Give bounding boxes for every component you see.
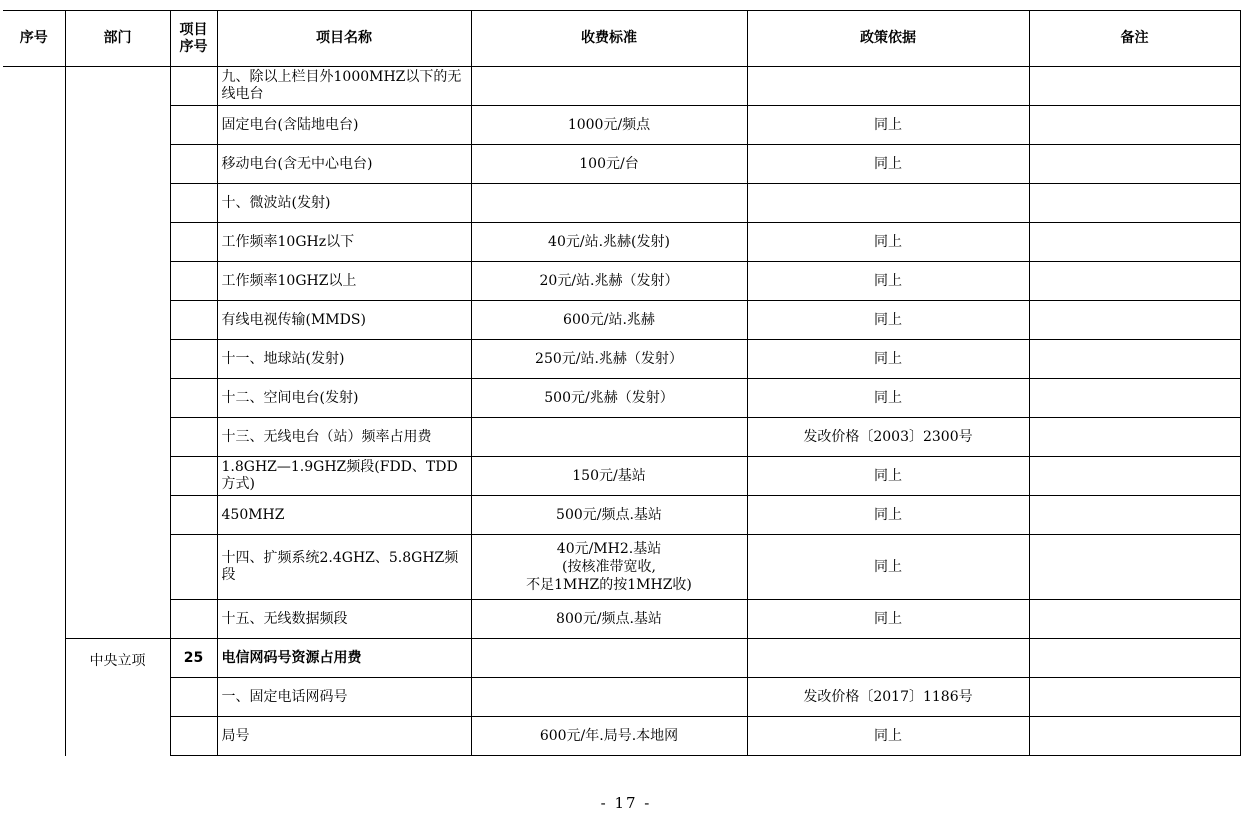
table-row bbox=[3, 639, 1240, 678]
header-policy: 政策依据 bbox=[747, 11, 1029, 67]
policy-cell bbox=[747, 67, 1029, 106]
item-name-cell: 十四、扩频系统2.4GHZ、5.8GHZ频段 bbox=[217, 535, 471, 600]
item-name-cell: 工作频率10GHZ以上 bbox=[217, 262, 471, 301]
header-name: 项目名称 bbox=[217, 11, 471, 67]
table-row bbox=[3, 379, 1240, 418]
table-row bbox=[3, 418, 1240, 457]
fee-cell: 600元/站.兆赫 bbox=[471, 301, 747, 340]
fee-cell bbox=[471, 678, 747, 717]
item-name-cell bbox=[217, 67, 471, 106]
fee-standard-table bbox=[3, 10, 1241, 756]
item-name-line1: 九、除以上栏目外1000MHZ以下的无 bbox=[221, 69, 462, 85]
table-row bbox=[3, 496, 1240, 535]
item-no-cell bbox=[170, 496, 217, 535]
header-note: 备注 bbox=[1029, 11, 1240, 67]
header-item-no-line1: 项目 bbox=[179, 21, 208, 38]
fee-line1: 40元/MH2.基站 bbox=[556, 541, 662, 557]
table-row bbox=[3, 106, 1240, 145]
table-row bbox=[3, 600, 1240, 639]
item-name-line2: 线电台 bbox=[221, 86, 264, 102]
item-name-cell: 十二、空间电台(发射) bbox=[217, 379, 471, 418]
note-cell bbox=[1029, 457, 1240, 496]
note-cell bbox=[1029, 717, 1240, 756]
item-name-cell: 移动电台(含无中心电台) bbox=[217, 145, 471, 184]
note-cell bbox=[1029, 145, 1240, 184]
table-row bbox=[3, 457, 1240, 496]
fee-cell: 100元/台 bbox=[471, 145, 747, 184]
note-cell bbox=[1029, 262, 1240, 301]
item-name-cell: 十五、无线数据频段 bbox=[217, 600, 471, 639]
header-item-no-line2: 序号 bbox=[179, 38, 208, 55]
note-cell bbox=[1029, 223, 1240, 262]
policy-cell bbox=[747, 639, 1029, 678]
fee-line3: 不足1MHZ的按1MHZ收) bbox=[526, 577, 692, 593]
item-name-cell: 1.8GHZ—1.9GHZ频段(FDD、TDD方式) bbox=[217, 457, 471, 496]
policy-cell: 同上 bbox=[747, 106, 1029, 145]
policy-cell: 同上 bbox=[747, 262, 1029, 301]
dept-cell bbox=[65, 67, 170, 639]
item-name-cell: 十三、无线电台（站）频率占用费 bbox=[217, 418, 471, 457]
item-name-cell: 局号 bbox=[217, 717, 471, 756]
item-no-cell bbox=[170, 418, 217, 457]
item-no-cell bbox=[170, 223, 217, 262]
fee-cell: 500元/兆赫（发射） bbox=[471, 379, 747, 418]
fee-cell: 1000元/频点 bbox=[471, 106, 747, 145]
policy-cell: 同上 bbox=[747, 379, 1029, 418]
table-row bbox=[3, 535, 1240, 600]
policy-cell: 同上 bbox=[747, 301, 1029, 340]
policy-cell: 发改价格〔2017〕1186号 bbox=[747, 678, 1029, 717]
item-no-cell: 25 bbox=[170, 639, 217, 678]
policy-cell: 同上 bbox=[747, 600, 1029, 639]
fee-cell: 150元/基站 bbox=[471, 457, 747, 496]
table-row bbox=[3, 678, 1240, 717]
item-no-cell bbox=[170, 379, 217, 418]
fee-line2: (按核准带宽收, bbox=[562, 559, 656, 575]
policy-cell bbox=[747, 184, 1029, 223]
note-cell bbox=[1029, 678, 1240, 717]
fee-cell: 20元/站.兆赫（发射） bbox=[471, 262, 747, 301]
policy-cell: 同上 bbox=[747, 496, 1029, 535]
item-name-cell: 有线电视传输(MMDS) bbox=[217, 301, 471, 340]
fee-cell bbox=[471, 418, 747, 457]
note-cell bbox=[1029, 496, 1240, 535]
item-name-cell: 十、微波站(发射) bbox=[217, 184, 471, 223]
fee-cell: 250元/站.兆赫（发射） bbox=[471, 340, 747, 379]
item-name-cell: 电信网码号资源占用费 bbox=[217, 639, 471, 678]
note-cell bbox=[1029, 67, 1240, 106]
table-row bbox=[3, 301, 1240, 340]
item-no-cell bbox=[170, 145, 217, 184]
fee-cell bbox=[471, 535, 747, 600]
item-name-cell: 一、固定电话网码号 bbox=[217, 678, 471, 717]
fee-cell: 600元/年.局号.本地网 bbox=[471, 717, 747, 756]
item-no-cell bbox=[170, 262, 217, 301]
table-row bbox=[3, 145, 1240, 184]
note-cell bbox=[1029, 418, 1240, 457]
item-no-cell bbox=[170, 678, 217, 717]
table-row bbox=[3, 262, 1240, 301]
fee-cell bbox=[471, 639, 747, 678]
item-name-cell: 450MHZ bbox=[217, 496, 471, 535]
item-name-cell: 工作频率10GHz以下 bbox=[217, 223, 471, 262]
policy-cell: 同上 bbox=[747, 223, 1029, 262]
item-no-cell bbox=[170, 340, 217, 379]
table-row bbox=[3, 67, 1240, 106]
note-cell bbox=[1029, 639, 1240, 678]
page-number: - 17 - bbox=[600, 794, 652, 812]
dept-cell: 中央立项 bbox=[65, 639, 170, 756]
item-no-cell bbox=[170, 67, 217, 106]
seq-cell bbox=[3, 67, 65, 756]
header-item-no bbox=[170, 11, 217, 67]
note-cell bbox=[1029, 600, 1240, 639]
item-no-cell bbox=[170, 184, 217, 223]
policy-cell: 同上 bbox=[747, 535, 1029, 600]
policy-cell: 同上 bbox=[747, 457, 1029, 496]
note-cell bbox=[1029, 535, 1240, 600]
note-cell bbox=[1029, 379, 1240, 418]
item-no-cell bbox=[170, 600, 217, 639]
fee-cell: 40元/站.兆赫(发射) bbox=[471, 223, 747, 262]
header-fee: 收费标准 bbox=[471, 11, 747, 67]
policy-cell: 同上 bbox=[747, 340, 1029, 379]
item-no-cell bbox=[170, 301, 217, 340]
policy-cell: 发改价格〔2003〕2300号 bbox=[747, 418, 1029, 457]
policy-cell: 同上 bbox=[747, 145, 1029, 184]
header-seq: 序号 bbox=[3, 11, 65, 67]
table-row bbox=[3, 717, 1240, 756]
item-name-cell: 十一、地球站(发射) bbox=[217, 340, 471, 379]
table-header-row bbox=[3, 11, 1240, 67]
table-row bbox=[3, 184, 1240, 223]
item-no-cell bbox=[170, 457, 217, 496]
fee-cell bbox=[471, 184, 747, 223]
note-cell bbox=[1029, 106, 1240, 145]
table-row bbox=[3, 223, 1240, 262]
note-cell bbox=[1029, 184, 1240, 223]
header-dept: 部门 bbox=[65, 11, 170, 67]
note-cell bbox=[1029, 301, 1240, 340]
table-row bbox=[3, 340, 1240, 379]
fee-cell: 500元/频点.基站 bbox=[471, 496, 747, 535]
policy-cell: 同上 bbox=[747, 717, 1029, 756]
item-no-cell bbox=[170, 106, 217, 145]
note-cell bbox=[1029, 340, 1240, 379]
fee-cell: 800元/频点.基站 bbox=[471, 600, 747, 639]
item-no-cell bbox=[170, 535, 217, 600]
item-name-cell: 固定电台(含陆地电台) bbox=[217, 106, 471, 145]
item-no-cell bbox=[170, 717, 217, 756]
fee-cell bbox=[471, 67, 747, 106]
